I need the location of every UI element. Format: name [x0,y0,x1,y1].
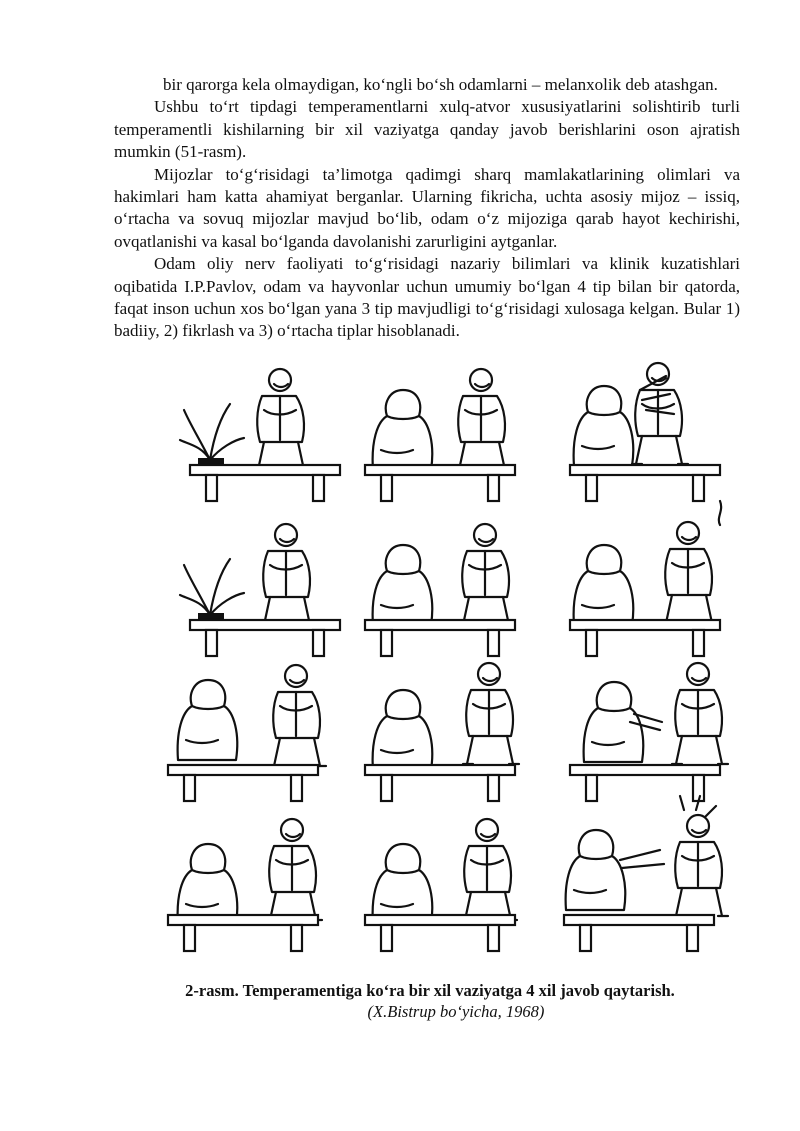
panel-row2-col3 [570,501,721,656]
caption-source: (X.Bistrup bo‘yicha, 1968) [367,1002,545,1021]
panel-row1-col1 [180,369,340,501]
cartoon-grid [160,360,760,970]
cartoon-illustration [160,360,760,970]
panel-row3-col3 [570,663,728,801]
panel-row3-col2 [365,663,519,801]
figure-caption [150,980,710,1022]
paragraph-2: Ushbu to‘rt tipdagi temperamentlarni xulq-atvor xususiyatlarini solishtirib turli temperamentli kishilarning bir xil vaziyatga qanday javob berishlarini oson ajratish mumkin (51-rasm). [114,97,740,162]
panel-row2-col1 [180,524,340,656]
panel-row1-col3 [570,363,720,501]
paragraph-4: Odam oliy nerv faoliyati to‘g‘risidagi nazariy bilimlari va klinik kuzatishlari oqibatida I.P.Pavlov, odam va hayvonlar uchun umumiy bo‘lgan 4 tip bilan bir qatorda, faqat inson uchun xos bo‘lgan yana 3 tip mavjudligi to‘g‘risidagi xulosaga kelgan. Bular 1) badiiy, 2) fikrlash va 3) o‘rtacha tiplar hisoblanadi. [114,254,740,341]
panel-row1-col2 [365,369,515,501]
body-text [114,74,740,343]
caption-title: 2-rasm. Temperamentiga ko‘ra bir xil vaziyatga 4 xil javob qaytarish. [185,981,675,1000]
paragraph-1: bir qarorga kela olmaydigan, ko‘ngli bo‘sh odamlarni – melanxolik deb atashgan. [163,75,718,94]
panel-row3-col1 [168,665,326,801]
panel-row2-col2 [365,524,515,656]
panel-row4-col2 [365,819,517,951]
panel-row4-col3 [564,796,728,951]
paragraph-3: Mijozlar to‘g‘risidagi ta’limotga qadimgi sharq mamlakatlarining olimlari va hakimlari ham katta ahamiyat berganlar. Ularning fikricha, uchta asosiy mijoz – issiq, o‘rtacha va sovuq mijozlar mavjud bo‘lib, odam o‘z mijoziga qarab hayot kechirishi, ovqatlanishi va kasal bo‘lganda davolanishi zarurligini aytganlar. [114,164,740,251]
panel-row4-col1 [168,819,322,951]
